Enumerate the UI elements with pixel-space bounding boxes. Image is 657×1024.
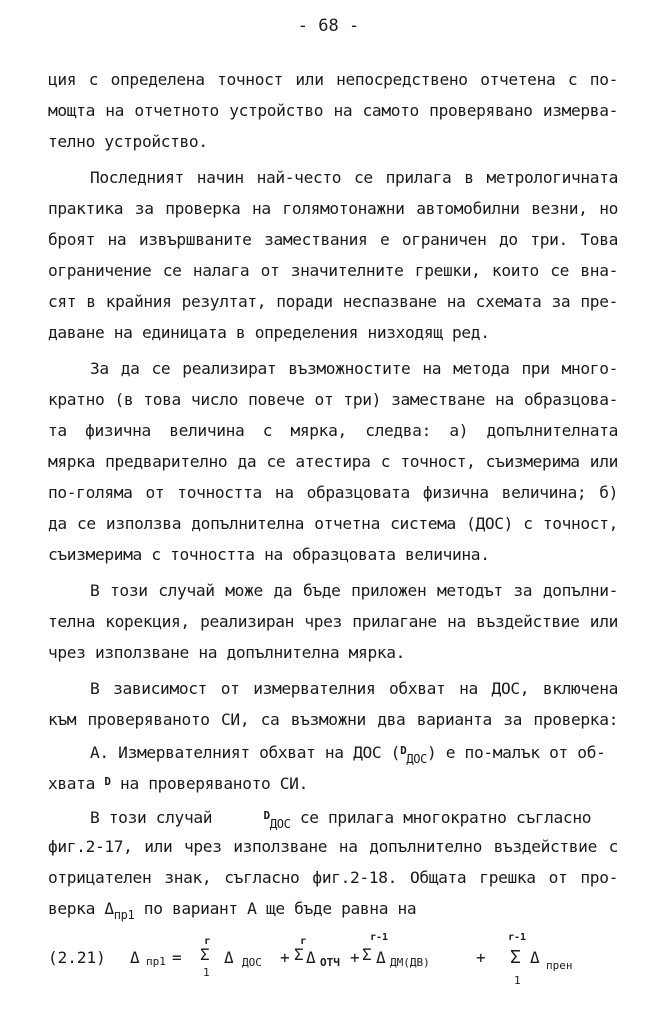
variant-a-line <box>90 741 618 769</box>
plus-sign: + <box>350 948 360 967</box>
equals-sign: = <box>172 948 182 967</box>
range-symbol: D <box>263 809 270 822</box>
range-symbol: D <box>400 744 407 757</box>
subscript: ДОС <box>242 956 262 969</box>
text-line: да се използва допълнителна отчетна система (ДОС) с точност, <box>48 514 618 533</box>
delta-symbol: Δ <box>306 948 316 967</box>
text-line: мощта на отчетното устройство на самото проверявано измерва- <box>48 101 618 120</box>
subscript: ОТЧ <box>320 956 340 969</box>
page-number: - 68 - <box>297 16 360 36</box>
delta-symbol: Δ <box>130 948 140 967</box>
text-line: съизмерима с точността на образцовата величина. <box>48 545 490 564</box>
text-line <box>90 806 618 834</box>
text-line: та физична величина с мярка, следва: а) допълнителната <box>48 421 618 440</box>
sum-symbol: Σ <box>294 945 304 964</box>
text-line: ограничение се налага от значителните грешки, които се вна- <box>48 261 618 280</box>
text-line: За да се реализират възможностите на метода при много- <box>90 359 618 378</box>
subscript: ДОС <box>406 752 427 766</box>
text-line: фиг.2-17, или чрез използване на допълнително въздействие с <box>48 837 618 856</box>
lower-limit: 1 <box>203 966 210 979</box>
equation-label: (2.21) <box>48 948 106 967</box>
delta-symbol: Δ <box>104 899 114 918</box>
text-segment: по вариант А ще бъде равна на <box>134 899 417 918</box>
subscript: прен <box>546 959 573 972</box>
text-segment: хвата <box>48 774 105 793</box>
text-line: отрицателен знак, съгласно фиг.2-18. Общата грешка от про- <box>48 868 618 887</box>
subscript: ДМ(ДВ) <box>390 956 430 969</box>
sum-symbol: Σ <box>200 945 210 964</box>
text-segment: В този случай <box>90 808 222 827</box>
plus-sign: + <box>280 948 290 967</box>
text-line: В зависимост от измервателния обхват на ДОС, включена <box>90 679 618 698</box>
lower-limit: 1 <box>514 974 521 987</box>
text-line: В този случай може да бъде приложен методът за допълни- <box>90 581 618 600</box>
delta-symbol: Δ <box>530 948 540 967</box>
text-line: по-голяма от точността на образцовата физична величина; б) <box>48 483 618 502</box>
plus-sign: + <box>476 948 486 967</box>
sum-symbol: Σ <box>362 945 372 964</box>
subscript: пр1 <box>113 908 135 922</box>
text-line: даване на единицата в определения низходящ ред. <box>48 323 490 342</box>
text-line <box>48 772 618 794</box>
upper-limit: r <box>300 936 307 947</box>
text-line: Последният начин най-често се прилага в метрологичната <box>90 168 618 187</box>
text-segment: верка <box>48 899 105 918</box>
text-line: мярка предварително да се атестира с точност, съизмерима или <box>48 452 618 471</box>
upper-limit: r <box>204 936 211 947</box>
text-line: ция с определена точност или непосредствено отчетена с по- <box>48 70 618 89</box>
text-line: чрез използване на допълнителна мярка. <box>48 643 406 662</box>
text-line: сят в крайния резултат, поради неспазване на схемата за пре- <box>48 292 618 311</box>
text-line: кратно (в това число повече от три) заместване на образцова- <box>48 390 618 409</box>
delta-symbol: Δ <box>376 948 386 967</box>
subscript: ДОС <box>269 817 291 831</box>
delta-symbol: Δ <box>224 948 234 967</box>
upper-limit: r-1 <box>508 932 527 943</box>
range-symbol: D <box>104 775 111 788</box>
text-segment: ) е по-малък от об- <box>426 743 606 762</box>
upper-limit: r-1 <box>370 932 389 943</box>
text-line: към проверяваното СИ, са възможни два варианта за проверка: <box>48 710 618 729</box>
text-segment: на проверяваното СИ. <box>110 774 308 793</box>
equation-2-21 <box>48 928 628 1008</box>
text-line <box>48 899 618 925</box>
sum-symbol: Σ <box>510 947 521 968</box>
subscript: пр1 <box>146 955 166 968</box>
text-line: телна корекция, реализиран чрез прилагане на въздействие или <box>48 612 618 631</box>
text-line: телно устройство. <box>48 132 208 151</box>
text-segment: се прилага многократно съгласно <box>290 808 592 827</box>
text-segment: А. Измервателният обхват на ДОС ( <box>90 743 401 762</box>
text-line: броят на извършваните замествания е ограничен до три. Това <box>48 230 618 249</box>
text-line: практика за проверка на голямотонажни автомобилни везни, но <box>48 199 618 218</box>
